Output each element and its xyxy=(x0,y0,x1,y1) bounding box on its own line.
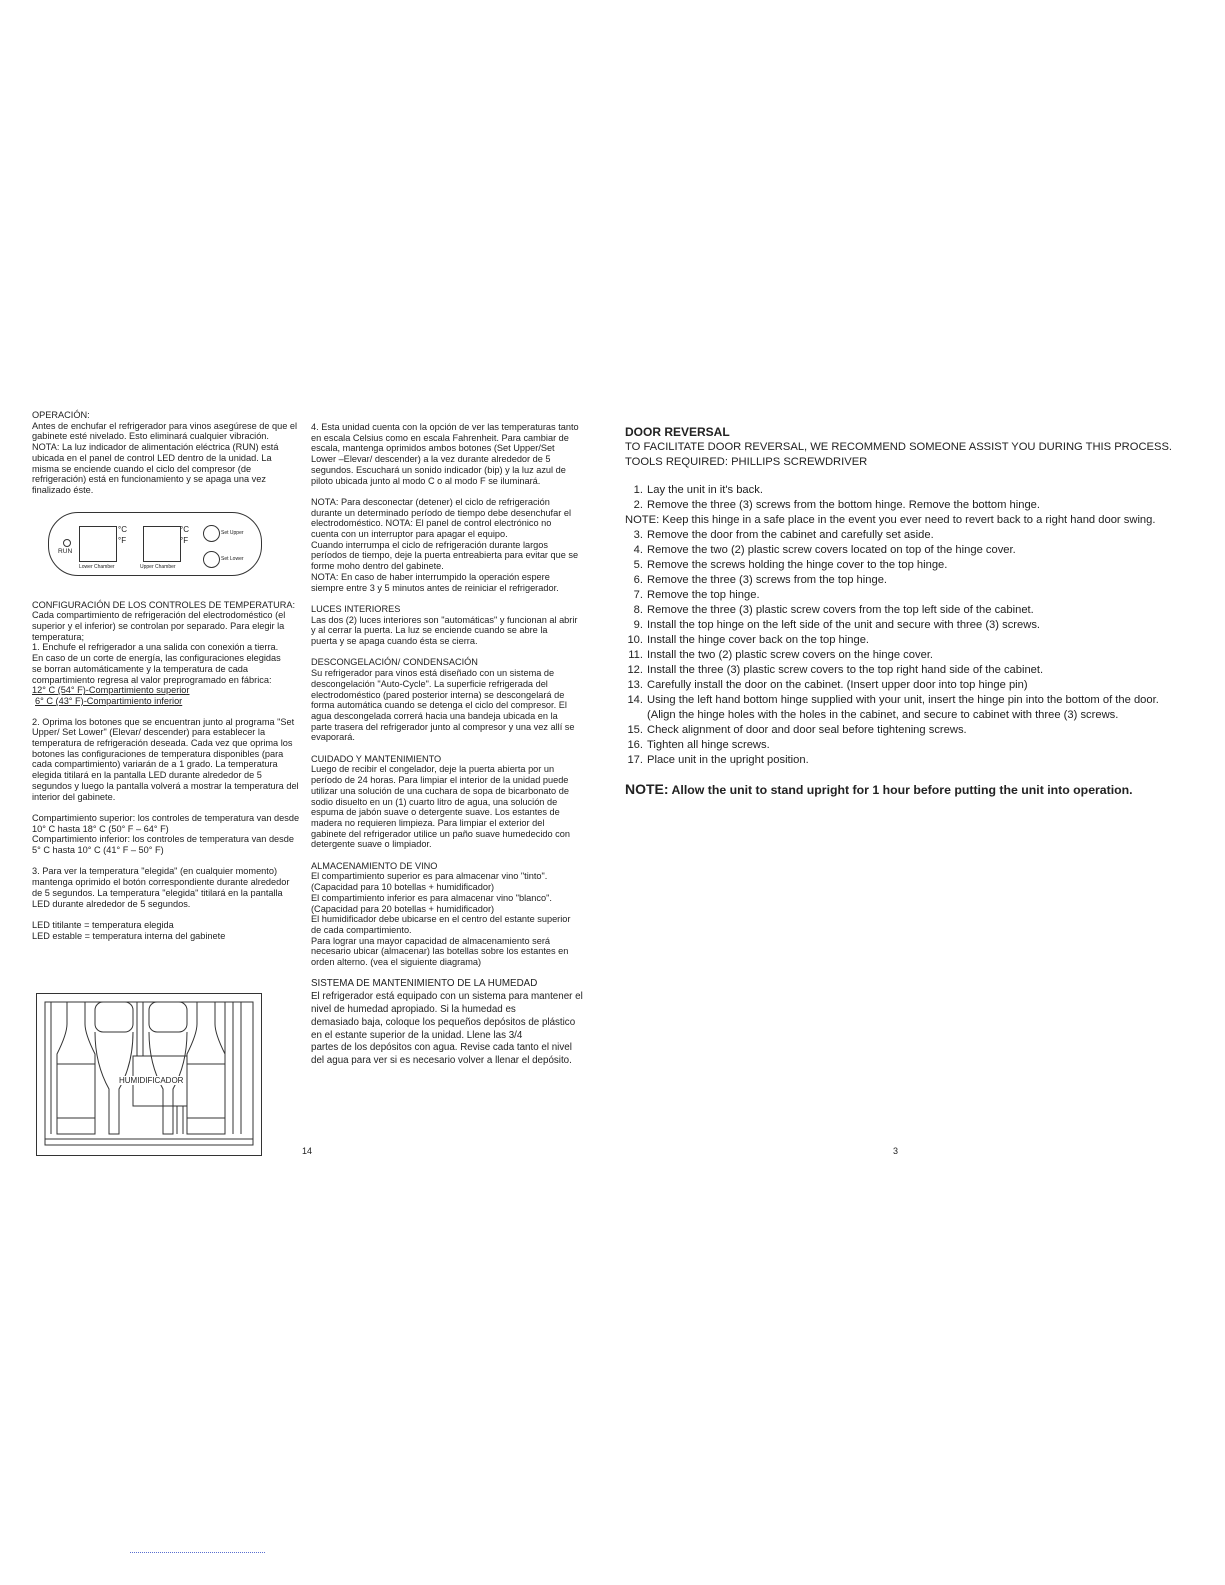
list-item xyxy=(625,513,1205,528)
text-line: LED titilante = temperatura elegida xyxy=(32,919,174,930)
link-underline xyxy=(130,1552,265,1553)
step-text: Check alignment of door and door seal before tightening screws. xyxy=(647,724,967,736)
list-item xyxy=(625,738,1205,753)
text-line: superior y el inferior) se controlan por separado. Para elegir la xyxy=(32,621,285,632)
step-number: 1. xyxy=(633,484,643,496)
upper-chamber-label: Upper Chamber xyxy=(140,564,176,570)
config-paragraph xyxy=(32,610,304,706)
text-line: temperatura de refrigeración deseada. Cada vez que oprima los xyxy=(32,738,293,749)
text-line: partes de los depósitos con agua. Revise cada tanto el nivel xyxy=(311,1042,572,1054)
spanish-column-left xyxy=(32,410,304,952)
text-line: LED durante alrededor de 5 segundos. xyxy=(32,898,191,909)
step-text: Place unit in the upright position. xyxy=(647,754,809,766)
text-line: orden alterno. (vea el siguiente diagrama) xyxy=(311,957,482,968)
text-line: sodio disuelto en un (1) cuarto litro de agua, una solución de xyxy=(311,796,558,807)
text-line: electrodoméstico. NOTA: El panel de control electrónico no xyxy=(311,518,552,529)
door-reversal-steps xyxy=(625,483,1205,768)
door-reversal-column xyxy=(625,425,1205,798)
text-line: detergente suave o limpiador. xyxy=(311,839,432,850)
operacion-paragraph xyxy=(32,421,304,496)
text-line: durante un determinado período de tiempo debe desenchufar el xyxy=(311,507,571,518)
step-number: 4. xyxy=(633,544,643,556)
lower-chamber-display xyxy=(79,526,117,562)
list-item xyxy=(625,588,1205,603)
run-indicator-icon xyxy=(63,539,71,547)
page-number-right: 3 xyxy=(893,1146,899,1156)
led-legend xyxy=(32,920,304,941)
step-number: 2. xyxy=(633,499,643,511)
step-number: 10. xyxy=(627,634,643,646)
list-item xyxy=(625,753,1205,768)
list-item xyxy=(625,483,1205,498)
text-line: madera no requieren limpieza. Para limpiar el exterior del xyxy=(311,817,545,828)
step-number: 9. xyxy=(633,619,643,631)
range-paragraph xyxy=(32,813,304,856)
step-number: 13. xyxy=(627,679,643,691)
shelf xyxy=(45,1139,253,1145)
cuidado-section xyxy=(311,754,593,850)
config-title: CONFIGURACIÓN DE LOS CONTROLES DE TEMPERATURA: xyxy=(32,599,296,610)
bottle-left-upright xyxy=(57,1002,95,1134)
text-line: 10° C hasta 18° C (50° F – 64° F) xyxy=(32,823,169,834)
list-item xyxy=(625,678,1205,693)
descongelacion-section xyxy=(311,657,593,743)
text-line: en escala Celsius como en escala Fahrenheit. Para cambiar de xyxy=(311,432,569,443)
text-line: nivel de humedad apropiado. Si la humedad es xyxy=(311,1004,516,1016)
celsius-unit-lower: °C xyxy=(118,525,127,534)
celsius-unit-upper: °C xyxy=(180,525,189,534)
step-number: 7. xyxy=(633,589,643,601)
text-line: período de 24 horas. Para limpiar el interior de la unidad puede xyxy=(311,775,569,786)
text-line: espuma de jabón suave o detergente suave. Los estantes de xyxy=(311,807,560,818)
text-line: Upper/ Set Lower" (Elevar/ descender) para establecer la xyxy=(32,727,266,738)
text-line: mantenga oprimido el botón correspondiente durante alrededor xyxy=(32,877,290,888)
text-line: piloto ubicada junto al modo C o al modo F se iluminará. xyxy=(311,475,541,486)
list-item xyxy=(625,663,1205,678)
step-number: 5. xyxy=(633,559,643,571)
almacenamiento-section xyxy=(311,861,593,968)
list-item xyxy=(625,498,1205,513)
step-text: Lay the unit in it's back. xyxy=(647,484,763,496)
text-line: El compartimiento inferior es para almacenar vino "blanco". xyxy=(311,892,552,903)
section-heading: CUIDADO Y MANTENIMIENTO xyxy=(311,753,442,764)
section-heading: SISTEMA DE MANTENIMIENTO DE LA HUMEDAD xyxy=(311,978,538,990)
list-item xyxy=(625,528,1205,543)
text-line: parte trasera del refrigerador junto al compresor y una vez allí se xyxy=(311,721,575,732)
humedad-section xyxy=(311,978,593,1068)
text-line: LED estable = temperatura interna del gabinete xyxy=(32,930,226,941)
text-line: de cada compartimiento. xyxy=(311,924,412,935)
text-line: botones las configuraciones de temperatura disponibles (para xyxy=(32,748,284,759)
step-text: Remove the three (3) screws from the top hinge. xyxy=(647,574,888,586)
text-line: necesario ubicar (almacenar) las botellas sobre los estantes en xyxy=(311,946,569,957)
text-line: compartimiento regresa al valor preprogramado en fábrica: xyxy=(32,674,272,685)
text-line: forma automática cuando se detenga el ciclo del compresor. El xyxy=(311,700,567,711)
factory-lower-setting: 6° C (43° F)-Compartimiento inferior xyxy=(35,695,183,706)
text-line: NOTA: Para desconectar (detener) el ciclo de refrigeración xyxy=(311,496,550,507)
operation-note xyxy=(625,782,1205,798)
step-text: Remove the screws holding the hinge cover to the top hinge. xyxy=(647,559,948,571)
text-line: cuenta con un interruptor para apagar el equipo. xyxy=(311,529,508,540)
text-line: evaporará. xyxy=(311,732,355,743)
list-item xyxy=(625,603,1205,618)
text-line: 2. Oprima los botones que se encuentran junto al programa "Set xyxy=(32,716,295,727)
text-line: en el estante superior de la unidad. Llene las 3/4 xyxy=(311,1029,523,1041)
text-line: En caso de un corte de energía, las configuraciones elegidas xyxy=(32,653,281,664)
step-text: Remove the top hinge. xyxy=(647,589,760,601)
text-line: 1. Enchufe el refrigerador a una salida con conexión a tierra. xyxy=(32,642,279,653)
text-line: demasiado baja, coloque los pequeños depósitos de plástico xyxy=(311,1016,576,1028)
text-line: siempre entre 3 y 5 minutos antes de reiniciar el refrigerador. xyxy=(311,582,559,593)
text-line: NOTA: En caso de haber interrumpido la operación espere xyxy=(311,571,550,582)
control-panel-illustration xyxy=(48,512,262,576)
text-line: (Capacidad para 10 botellas + humidificador) xyxy=(311,882,495,893)
text-line: El refrigerador está equipado con un sistema para mantener el xyxy=(311,991,583,1003)
bottle-center-right xyxy=(149,1002,187,1134)
step-text: Tighten all hinge screws. xyxy=(647,739,770,751)
step-text: Remove the three (3) screws from the bottom hinge. Remove the bottom hinge. xyxy=(647,499,1040,511)
step-number: 11. xyxy=(628,649,643,661)
step-text: Remove the three (3) plastic screw covers from the top left side of the cabinet. xyxy=(647,604,1034,616)
step-text: Using the left hand bottom hinge supplied with your unit, insert the hinge pin into the bottom of the door. xyxy=(647,694,1159,706)
celsius-fahrenheit-paragraph xyxy=(311,422,593,486)
step2-paragraph xyxy=(32,717,304,803)
section-heading: LUCES INTERIORES xyxy=(311,603,401,614)
section-heading: DESCONGELACIÓN/ CONDENSACIÓN xyxy=(311,657,478,668)
text-line: interior del gabinete. xyxy=(32,791,116,802)
text-line: Antes de enchufar el refrigerador para vinos asegúrese de que el xyxy=(32,420,298,431)
list-item xyxy=(625,723,1205,738)
text-line: El humidificador debe ubicarse en el centro del estante superior xyxy=(311,914,571,925)
bottle-right-upright xyxy=(187,1002,225,1134)
step3-paragraph xyxy=(32,866,304,909)
list-item xyxy=(625,708,1205,723)
text-line: utilizar una solución de una cuchara de sopa de bicarbonato de xyxy=(311,785,569,796)
text-line: cada compartimiento) variarán de a 1 grado. La temperatura xyxy=(32,759,278,770)
text-line: agua descongelada correrá hacia una bandeja ubicada en la xyxy=(311,710,558,721)
step-text: Remove the two (2) plastic screw covers located on top of the hinge cover. xyxy=(647,544,1016,556)
door-reversal-title: DOOR REVERSAL xyxy=(625,425,730,439)
step-text: (Align the hinge holes with the holes in the cabinet, and secure to cabinet with three (3) screws. xyxy=(647,709,1119,721)
list-item xyxy=(625,573,1205,588)
fahrenheit-unit-lower: °F xyxy=(118,536,127,545)
wine-storage-diagram xyxy=(36,993,262,1156)
fahrenheit-unit-upper: °F xyxy=(180,536,189,545)
text-line: y al cerrar la puerta. La luz se enciende cuando se abre la xyxy=(311,625,548,636)
text-line: El compartimiento superior es para almacenar vino "tinto". xyxy=(311,871,548,882)
bottles-drawing xyxy=(37,994,261,1155)
upper-chamber-display xyxy=(143,526,181,562)
text-line: períodos de tiempo, deje la puerta entreabierta para evitar que se xyxy=(311,550,579,561)
text-line: segundos y luego la pantalla volverá a mostrar la temperatura del xyxy=(32,780,299,791)
step-number: 17. xyxy=(627,754,643,766)
note-label: NOTE: xyxy=(625,781,669,797)
set-upper-button-icon xyxy=(203,525,220,542)
text-line: descongelación "Auto-Cycle". La superficie refrigerada del xyxy=(311,678,548,689)
step-text: Carefully install the door on the cabinet. (Insert upper door into top hinge pin) xyxy=(647,679,1028,691)
page-number-left: 14 xyxy=(302,1146,313,1156)
section-heading: ALMACENAMIENTO DE VINO xyxy=(311,860,438,871)
list-item xyxy=(625,693,1205,708)
operacion-title: OPERACIÓN: xyxy=(32,410,90,420)
set-lower-label: Set Lower xyxy=(221,556,244,562)
text-line: (Capacidad para 20 botellas + humidificador) xyxy=(311,903,495,914)
humidifier-label: HUMIDIFICADOR xyxy=(119,1076,184,1085)
text-line: puerta y se apaga cuando ésta se cierra. xyxy=(311,636,478,647)
step-number: 8. xyxy=(633,604,643,616)
step-number: 3. xyxy=(633,529,643,541)
text-line: finalizado éste. xyxy=(32,484,94,495)
text-line: de 5 segundos. La temperatura "elegida" titilará en la pantalla xyxy=(32,887,283,898)
bottle-center-left xyxy=(95,1002,133,1134)
list-item xyxy=(625,648,1205,663)
step-number: 6. xyxy=(633,574,643,586)
run-label: RUN xyxy=(58,548,73,555)
text-line: NOTA: La luz indicador de alimentación eléctrica (RUN) está xyxy=(32,442,279,453)
list-item xyxy=(625,543,1205,558)
text-line: Para lograr una mayor capacidad de almacenamiento será xyxy=(311,935,551,946)
factory-upper-setting: 12° C (54° F)-Compartimiento superior xyxy=(32,685,190,696)
text-line: elegida titilará en la pantalla LED durante alrededor de 5 xyxy=(32,770,262,781)
text-line: misma se enciende cuando el ciclo del compresor (de xyxy=(32,463,252,474)
step-number: 15. xyxy=(627,724,643,736)
tools-line: TOOLS REQUIRED: PHILLIPS SCREWDRIVER xyxy=(625,456,868,468)
step-number: 16. xyxy=(627,739,643,751)
step-text: Install the top hinge on the left side of the unit and secure with three (3) screws. xyxy=(647,619,1041,631)
text-line: Luego de recibir el congelador, deje la puerta abierta por un xyxy=(311,764,555,775)
step-note: NOTE: Keep this hinge in a safe place in the event you ever need to revert back to a right hand door swing. xyxy=(625,514,1156,526)
text-line: 3. Para ver la temperatura "elegida" (en cualquier momento) xyxy=(32,866,278,877)
text-line: Lower –Elevar/ descender) a la vez durante alrededor de 5 xyxy=(311,454,551,465)
step-text: Install the hinge cover back on the top hinge. xyxy=(647,634,870,646)
text-line: del agua para ver si es necesario volver a llenar el depósito. xyxy=(311,1055,572,1067)
text-line: Compartimiento inferior: los controles de temperatura van desde xyxy=(32,834,294,845)
step-text: Remove the door from the cabinet and carefully set aside. xyxy=(647,529,934,541)
text-line: escala, mantenga oprimidos ambos botones (Set Upper/Set xyxy=(311,443,555,454)
text-line: Cuando interrumpa el ciclo de refrigeración durante largos xyxy=(311,539,548,550)
step-text: Install the two (2) plastic screw covers on the hinge cover. xyxy=(647,649,934,661)
assist-line: TO FACILITATE DOOR REVERSAL, WE RECOMMEND SOMEONE ASSIST YOU DURING THIS PROCESS. xyxy=(625,441,1173,453)
step-text: Install the three (3) plastic screw covers to the top right hand side of the cabinet. xyxy=(647,664,1044,676)
text-line: se borran automáticamente y la temperatura de cada xyxy=(32,663,249,674)
note-text: Allow the unit to stand upright for 1 hour before putting the unit into operation. xyxy=(668,783,1133,797)
step-number: 14. xyxy=(627,694,643,706)
text-line: gabinete esté nivelado. Esto eliminará cualquier vibración. xyxy=(32,431,269,442)
nota-paragraph xyxy=(311,497,593,593)
lower-chamber-label: Lower Chamber xyxy=(79,564,115,570)
text-line: refrigeración) está en funcionamiento y se apaga una vez xyxy=(32,474,266,485)
text-line: electrodoméstico (pared posterior interna) se descongelará de xyxy=(311,689,565,700)
list-item xyxy=(625,618,1205,633)
text-line: Su refrigerador para vinos está diseñado con un sistema de xyxy=(311,668,555,679)
text-line: 4. Esta unidad cuenta con la opción de ver las temperaturas tanto xyxy=(311,422,579,432)
text-line: Cada compartimiento de refrigeración del electrodoméstico (el xyxy=(32,610,286,621)
text-line: gabinete del refrigerador utilice un paño suave humedecido con xyxy=(311,828,570,839)
text-line: Las dos (2) luces interiores son "automáticas" y funcionan al abrir xyxy=(311,614,578,625)
text-line: Compartimiento superior: los controles de temperatura van desde xyxy=(32,812,300,823)
set-upper-label: Set Upper xyxy=(221,530,244,536)
list-item xyxy=(625,558,1205,573)
step-number: 12. xyxy=(627,664,643,676)
set-lower-button-icon xyxy=(203,551,220,568)
spanish-column-middle xyxy=(311,422,593,1079)
list-item xyxy=(625,633,1205,648)
text-line: 5° C hasta 10° C (41° F – 50° F) xyxy=(32,845,164,856)
luces-interiores-section xyxy=(311,604,593,647)
text-line: forme moho dentro del gabinete. xyxy=(311,561,444,572)
text-line: temperatura; xyxy=(32,631,85,642)
text-line: segundos. Escuchará un sonido indicador (bip) y la luz azul de xyxy=(311,464,566,475)
text-line: ubicada en el panel de control LED dentro de la unidad. La xyxy=(32,452,272,463)
